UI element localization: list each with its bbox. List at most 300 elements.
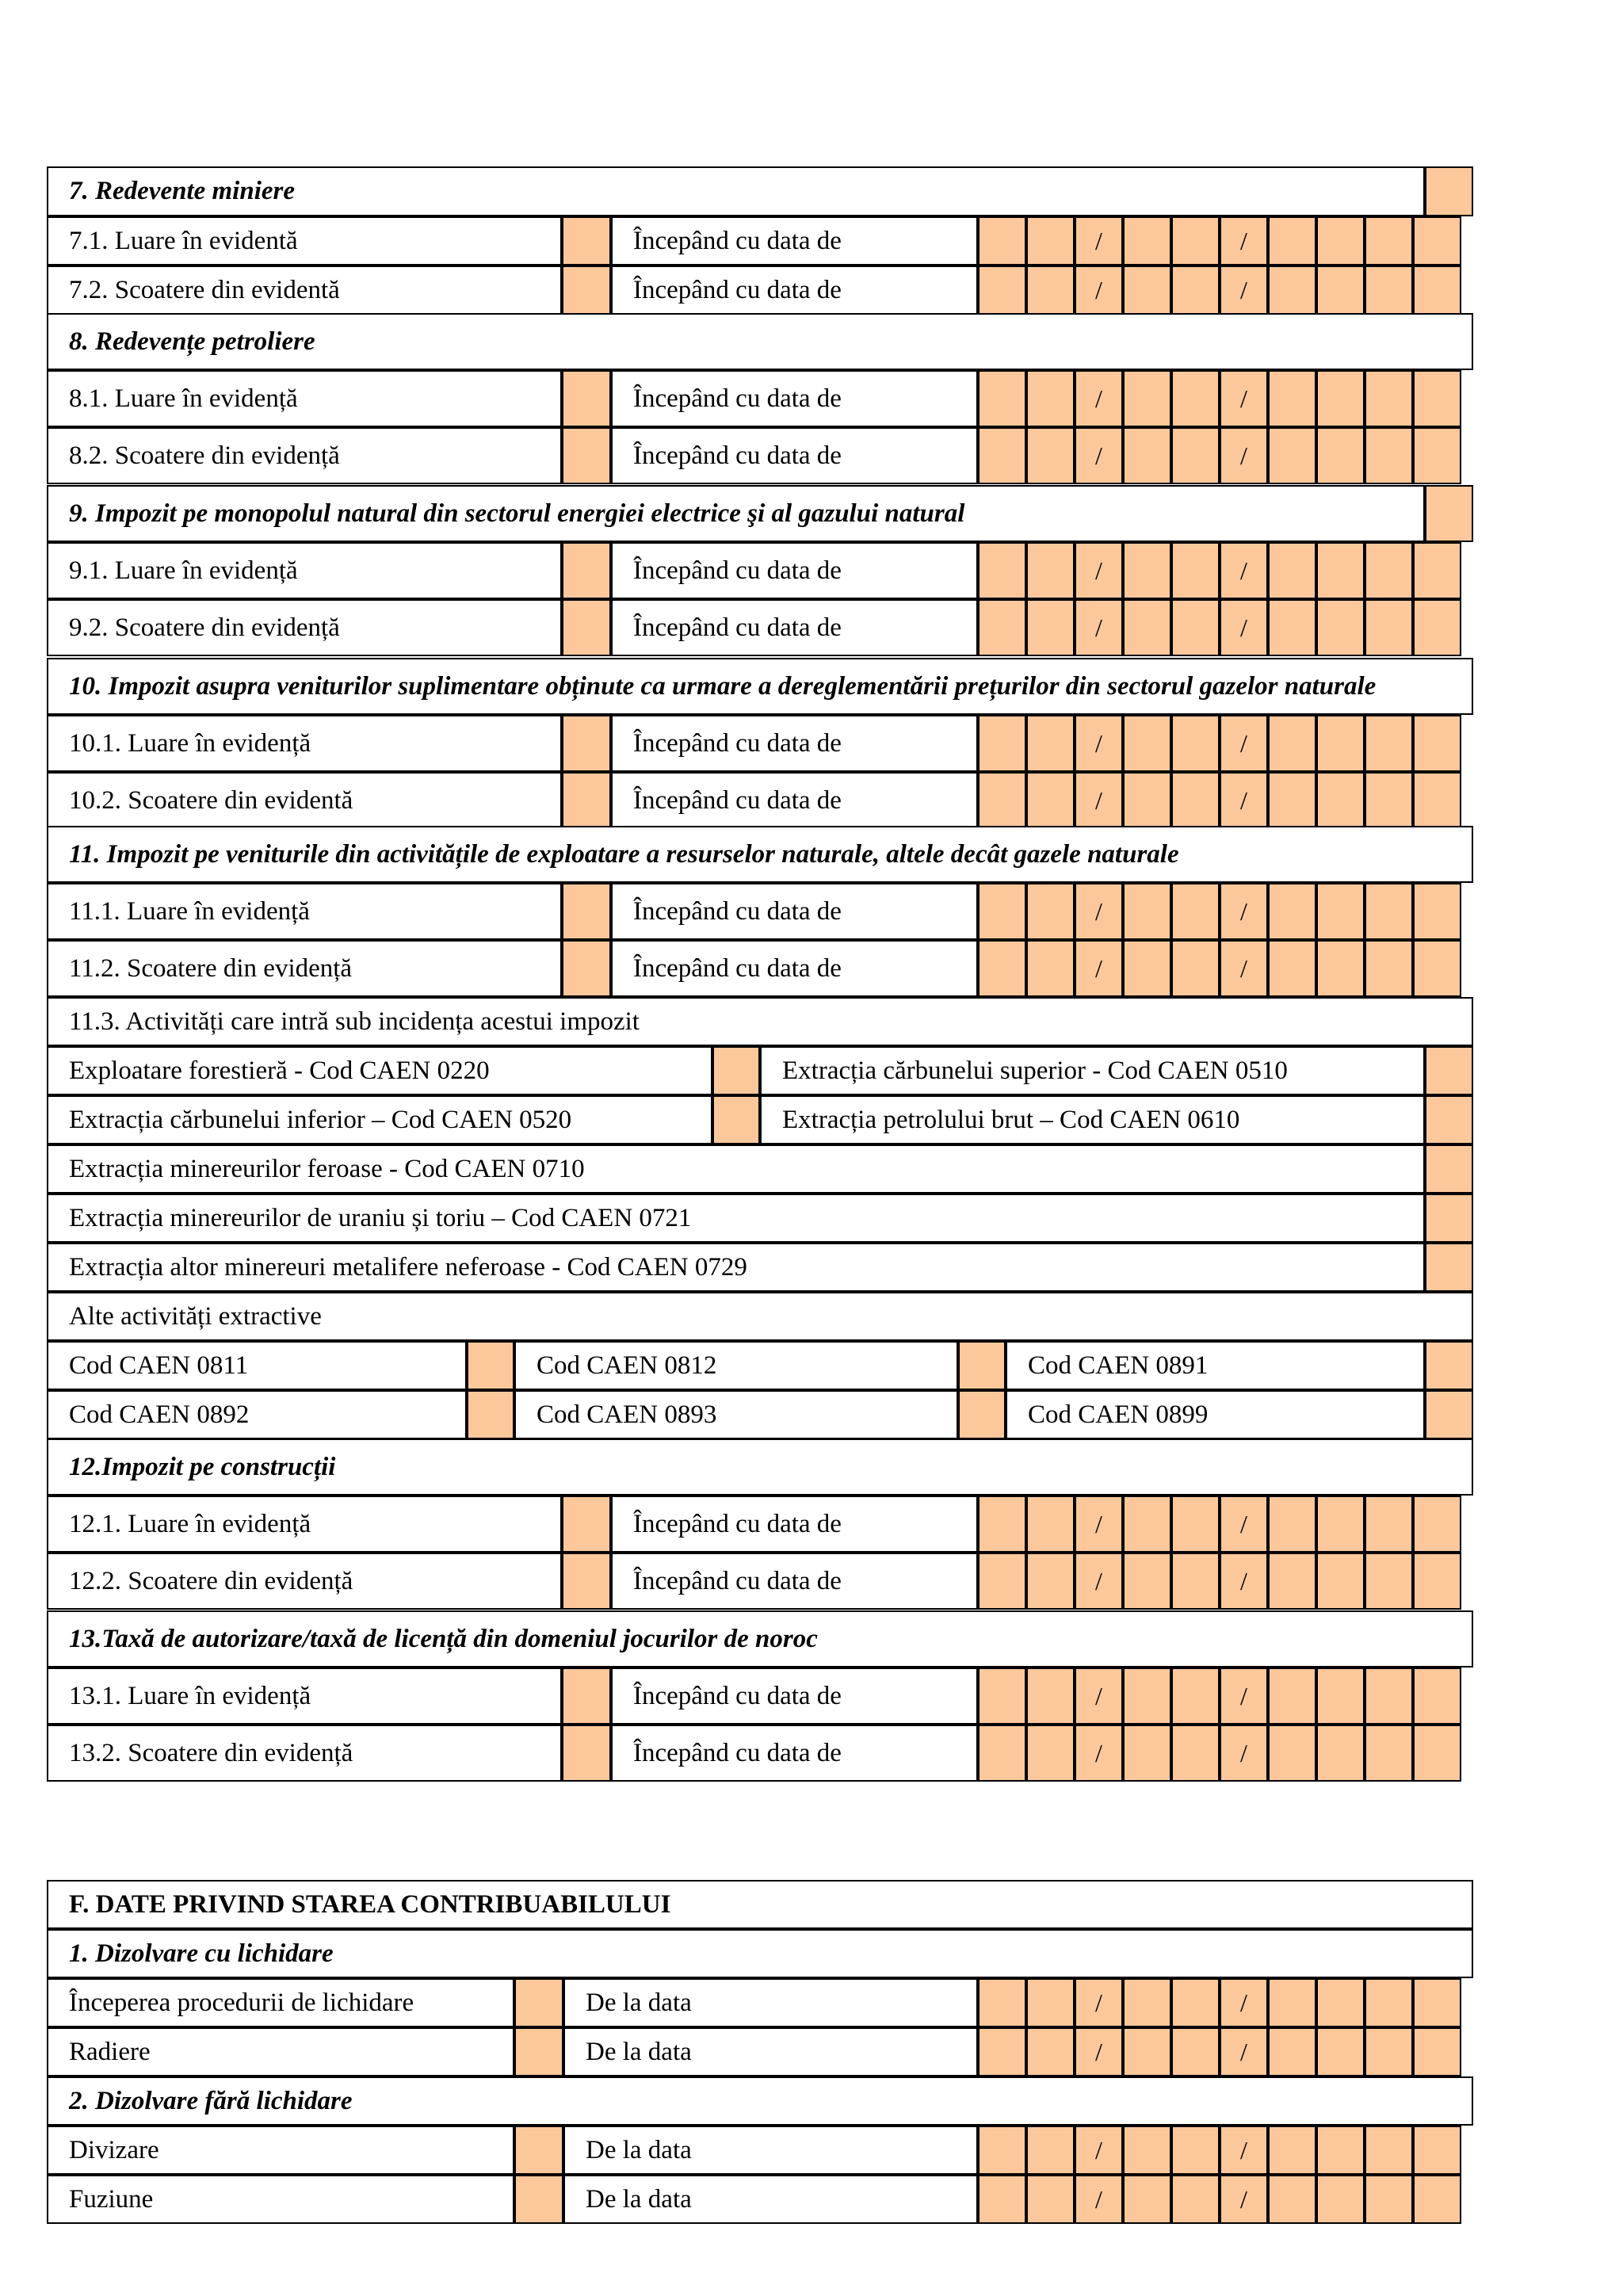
caen-code-checkbox[interactable] [1425, 1341, 1473, 1390]
row-label: 12.2. Scoatere din evidență [47, 1553, 562, 1610]
date-day-digit-box[interactable] [978, 940, 1026, 997]
date-month-digit-box[interactable] [1171, 370, 1220, 427]
date-year-digit-box[interactable] [1365, 715, 1413, 772]
date-month-digit-box[interactable] [1171, 542, 1220, 599]
date-year-digit-box[interactable] [1268, 370, 1316, 427]
activity-pair-row [48, 1046, 1474, 1095]
date-year-digit-box[interactable] [1316, 266, 1365, 315]
section-title: 9. Impozit pe monopolul natural din sectorul energiei electrice şi al gazului natural [47, 485, 1425, 542]
selection-checkbox[interactable] [562, 266, 611, 315]
date-year-digit-box[interactable] [1316, 216, 1365, 266]
date-day-digit-box[interactable] [978, 2027, 1026, 2076]
registration-row [48, 542, 1474, 599]
section-checkbox[interactable] [1425, 166, 1473, 216]
registration-row [48, 2175, 1474, 2224]
date-month-digit-box[interactable] [1123, 1725, 1171, 1782]
date-year-digit-box[interactable] [1413, 2126, 1461, 2175]
section-header [48, 313, 1474, 370]
activity-pair-row [48, 1095, 1474, 1144]
activity-label: Extracția minereurilor de uraniu și toriu – Cod CAEN 0721 [47, 1194, 1425, 1243]
date-year-digit-box[interactable] [1365, 1496, 1413, 1553]
date-year-digit-box[interactable] [1268, 1978, 1316, 2027]
date-separator: / [1075, 2175, 1123, 2224]
date-separator: / [1220, 370, 1268, 427]
date-month-digit-box[interactable] [1171, 1496, 1220, 1553]
date-year-digit-box[interactable] [1413, 1553, 1461, 1610]
row-label: 7.2. Scoatere din evidentă [47, 266, 562, 315]
date-label: Începând cu data de [611, 1496, 978, 1553]
date-year-digit-box[interactable] [1268, 940, 1316, 997]
row-label: 8.1. Luare în evidență [47, 370, 562, 427]
date-month-digit-box[interactable] [1171, 599, 1220, 656]
caen-code-checkbox[interactable] [958, 1341, 1006, 1390]
selection-checkbox[interactable] [514, 2027, 563, 2076]
row-label: 13.2. Scoatere din evidență [47, 1725, 562, 1782]
date-month-digit-box[interactable] [1171, 2027, 1220, 2076]
registration-row [48, 883, 1474, 940]
date-month-digit-box[interactable] [1171, 216, 1220, 266]
date-label: Începând cu data de [611, 940, 978, 997]
registration-row [48, 1553, 1474, 1610]
activity-row [48, 1243, 1474, 1292]
date-day-digit-box[interactable] [1026, 427, 1075, 484]
date-separator: / [1075, 427, 1123, 484]
date-separator: / [1075, 542, 1123, 599]
activity-row [48, 1194, 1474, 1243]
registration-row [48, 266, 1474, 315]
date-month-digit-box[interactable] [1171, 940, 1220, 997]
date-year-digit-box[interactable] [1316, 940, 1365, 997]
date-separator: / [1220, 715, 1268, 772]
group-title: 2. Dizolvare fără lichidare [47, 2076, 1473, 2126]
date-day-digit-box[interactable] [978, 427, 1026, 484]
date-year-digit-box[interactable] [1365, 772, 1413, 829]
date-separator: / [1220, 1553, 1268, 1610]
date-day-digit-box[interactable] [1026, 542, 1075, 599]
date-day-digit-box[interactable] [1026, 2126, 1075, 2175]
date-month-digit-box[interactable] [1171, 1668, 1220, 1725]
date-year-digit-box[interactable] [1268, 1553, 1316, 1610]
date-year-digit-box[interactable] [1316, 2027, 1365, 2076]
date-month-digit-box[interactable] [1123, 266, 1171, 315]
date-month-digit-box[interactable] [1123, 599, 1171, 656]
selection-checkbox[interactable] [562, 216, 611, 266]
date-separator: / [1220, 266, 1268, 315]
section-f-header [48, 1880, 1474, 1929]
date-separator: / [1075, 1496, 1123, 1553]
activity-checkbox[interactable] [1425, 1243, 1473, 1292]
date-month-digit-box[interactable] [1171, 715, 1220, 772]
row-label: 10.1. Luare în evidență [47, 715, 562, 772]
caen-code-label: Cod CAEN 0812 [514, 1341, 958, 1390]
date-year-digit-box[interactable] [1268, 599, 1316, 656]
date-year-digit-box[interactable] [1365, 599, 1413, 656]
section-f-group-header [48, 2076, 1474, 2126]
date-year-digit-box[interactable] [1365, 883, 1413, 940]
date-month-digit-box[interactable] [1123, 883, 1171, 940]
date-day-digit-box[interactable] [1026, 715, 1075, 772]
date-day-digit-box[interactable] [978, 2126, 1026, 2175]
caen-code-row [48, 1341, 1474, 1390]
date-day-digit-box[interactable] [1026, 1725, 1075, 1782]
date-year-digit-box[interactable] [1268, 266, 1316, 315]
selection-checkbox[interactable] [562, 1553, 611, 1610]
date-month-digit-box[interactable] [1123, 1978, 1171, 2027]
date-day-digit-box[interactable] [1026, 2175, 1075, 2224]
selection-checkbox[interactable] [562, 1496, 611, 1553]
date-year-digit-box[interactable] [1365, 1978, 1413, 2027]
date-year-digit-box[interactable] [1268, 1725, 1316, 1782]
date-label: Începând cu data de [611, 715, 978, 772]
selection-checkbox[interactable] [514, 2175, 563, 2224]
date-label: Începând cu data de [611, 1668, 978, 1725]
date-separator: / [1220, 2027, 1268, 2076]
date-day-digit-box[interactable] [978, 542, 1026, 599]
registration-row [48, 940, 1474, 997]
date-year-digit-box[interactable] [1413, 370, 1461, 427]
row-label: 10.2. Scoatere din evidentă [47, 772, 562, 829]
date-label: Începând cu data de [611, 266, 978, 315]
date-year-digit-box[interactable] [1413, 940, 1461, 997]
date-separator: / [1075, 216, 1123, 266]
date-year-digit-box[interactable] [1316, 1553, 1365, 1610]
activities-header [48, 997, 1474, 1046]
date-year-digit-box[interactable] [1365, 1553, 1413, 1610]
date-separator: / [1220, 940, 1268, 997]
date-year-digit-box[interactable] [1365, 1668, 1413, 1725]
date-separator: / [1220, 1668, 1268, 1725]
date-month-digit-box[interactable] [1171, 427, 1220, 484]
date-separator: / [1220, 216, 1268, 266]
selection-checkbox[interactable] [562, 370, 611, 427]
row-label: 7.1. Luare în evidentă [47, 216, 562, 266]
section-header [48, 658, 1474, 715]
section-title: 13.Taxă de autorizare/taxă de licență din domeniul jocurilor de noroc [47, 1610, 1473, 1668]
registration-row [48, 1725, 1474, 1782]
date-year-digit-box[interactable] [1268, 1496, 1316, 1553]
date-month-digit-box[interactable] [1171, 772, 1220, 829]
date-day-digit-box[interactable] [1026, 1496, 1075, 1553]
date-month-digit-box[interactable] [1123, 715, 1171, 772]
selection-checkbox[interactable] [562, 1668, 611, 1725]
date-year-digit-box[interactable] [1365, 2126, 1413, 2175]
selection-checkbox[interactable] [514, 1978, 563, 2027]
date-year-digit-box[interactable] [1365, 216, 1413, 266]
date-year-digit-box[interactable] [1268, 2175, 1316, 2224]
date-year-digit-box[interactable] [1268, 216, 1316, 266]
date-label: Începând cu data de [611, 1553, 978, 1610]
date-separator: / [1075, 2027, 1123, 2076]
date-month-digit-box[interactable] [1171, 2175, 1220, 2224]
date-year-digit-box[interactable] [1365, 427, 1413, 484]
date-month-digit-box[interactable] [1123, 1553, 1171, 1610]
date-year-digit-box[interactable] [1413, 2175, 1461, 2224]
caen-code-label: Cod CAEN 0892 [47, 1390, 467, 1439]
date-day-digit-box[interactable] [978, 1978, 1026, 2027]
date-month-digit-box[interactable] [1171, 266, 1220, 315]
registration-row [48, 772, 1474, 829]
date-separator: / [1220, 599, 1268, 656]
date-year-digit-box[interactable] [1413, 427, 1461, 484]
selection-checkbox[interactable] [562, 1725, 611, 1782]
date-label: Începând cu data de [611, 772, 978, 829]
date-year-digit-box[interactable] [1413, 1978, 1461, 2027]
date-year-digit-box[interactable] [1268, 715, 1316, 772]
date-year-digit-box[interactable] [1365, 2175, 1413, 2224]
caen-code-row [48, 1390, 1474, 1439]
date-year-digit-box[interactable] [1316, 1496, 1365, 1553]
date-day-digit-box[interactable] [978, 2175, 1026, 2224]
registration-row [48, 216, 1474, 266]
activity-label: Extracția altor minereuri metalifere neferoase - Cod CAEN 0729 [47, 1243, 1425, 1292]
selection-checkbox[interactable] [562, 883, 611, 940]
registration-row [48, 715, 1474, 772]
date-year-digit-box[interactable] [1316, 427, 1365, 484]
activity-row [48, 1144, 1474, 1194]
section-header [48, 166, 1474, 216]
date-separator: / [1075, 940, 1123, 997]
date-month-digit-box[interactable] [1171, 1553, 1220, 1610]
date-day-digit-box[interactable] [1026, 772, 1075, 829]
date-separator: / [1075, 1668, 1123, 1725]
date-separator: / [1220, 772, 1268, 829]
date-year-digit-box[interactable] [1413, 2027, 1461, 2076]
date-year-digit-box[interactable] [1268, 883, 1316, 940]
selection-checkbox[interactable] [562, 772, 611, 829]
selection-checkbox[interactable] [562, 427, 611, 484]
date-year-digit-box[interactable] [1413, 1725, 1461, 1782]
date-separator: / [1075, 1725, 1123, 1782]
date-year-digit-box[interactable] [1365, 266, 1413, 315]
date-month-digit-box[interactable] [1123, 2175, 1171, 2224]
date-year-digit-box[interactable] [1316, 772, 1365, 829]
date-day-digit-box[interactable] [978, 715, 1026, 772]
date-year-digit-box[interactable] [1365, 940, 1413, 997]
date-month-digit-box[interactable] [1123, 427, 1171, 484]
other-activities-header [48, 1292, 1474, 1341]
caen-code-checkbox[interactable] [1425, 1390, 1473, 1439]
section-checkbox[interactable] [1425, 485, 1473, 542]
date-month-digit-box[interactable] [1123, 370, 1171, 427]
date-day-digit-box[interactable] [1026, 266, 1075, 315]
date-day-digit-box[interactable] [978, 1553, 1026, 1610]
date-month-digit-box[interactable] [1171, 1978, 1220, 2027]
selection-checkbox[interactable] [514, 2126, 563, 2175]
row-label: 11.2. Scoatere din evidență [47, 940, 562, 997]
caen-code-label: Cod CAEN 0891 [1006, 1341, 1425, 1390]
activity-checkbox[interactable] [1425, 1194, 1473, 1243]
date-day-digit-box[interactable] [978, 599, 1026, 656]
date-label: Începând cu data de [611, 542, 978, 599]
activities-title: 11.3. Activități care intră sub incidența acestui impozit [47, 997, 1473, 1046]
row-label: 12.1. Luare în evidență [47, 1496, 562, 1553]
section-title: 7. Redevente miniere [47, 166, 1425, 216]
date-label: De la data [563, 1978, 978, 2027]
caen-code-checkbox[interactable] [467, 1341, 514, 1390]
date-separator: / [1075, 2126, 1123, 2175]
registration-row [48, 1978, 1474, 2027]
activity-checkbox[interactable] [712, 1095, 760, 1144]
date-month-digit-box[interactable] [1171, 2126, 1220, 2175]
registration-row [48, 2027, 1474, 2076]
date-day-digit-box[interactable] [978, 1725, 1026, 1782]
date-day-digit-box[interactable] [1026, 940, 1075, 997]
date-year-digit-box[interactable] [1316, 2126, 1365, 2175]
caen-code-label: Cod CAEN 0893 [514, 1390, 958, 1439]
date-year-digit-box[interactable] [1413, 599, 1461, 656]
date-separator: / [1220, 542, 1268, 599]
selection-checkbox[interactable] [562, 940, 611, 997]
date-year-digit-box[interactable] [1316, 715, 1365, 772]
caen-code-checkbox[interactable] [958, 1390, 1006, 1439]
date-label: Începând cu data de [611, 427, 978, 484]
date-day-digit-box[interactable] [978, 1496, 1026, 1553]
activity-checkbox[interactable] [1425, 1144, 1473, 1194]
row-label: Divizare [47, 2126, 514, 2175]
date-day-digit-box[interactable] [1026, 1668, 1075, 1725]
selection-checkbox[interactable] [562, 599, 611, 656]
activity-label: Extracția minereurilor feroase - Cod CAEN 0710 [47, 1144, 1425, 1194]
date-day-digit-box[interactable] [1026, 2027, 1075, 2076]
date-separator: / [1220, 2126, 1268, 2175]
section-header [48, 485, 1474, 542]
date-year-digit-box[interactable] [1316, 883, 1365, 940]
date-day-digit-box[interactable] [1026, 1978, 1075, 2027]
date-year-digit-box[interactable] [1365, 2027, 1413, 2076]
registration-row [48, 427, 1474, 484]
date-separator: / [1075, 599, 1123, 656]
date-separator: / [1220, 1496, 1268, 1553]
caen-code-label: Cod CAEN 0811 [47, 1341, 467, 1390]
date-label: Începând cu data de [611, 1725, 978, 1782]
date-year-digit-box[interactable] [1268, 427, 1316, 484]
date-label: Începând cu data de [611, 370, 978, 427]
date-separator: / [1075, 715, 1123, 772]
date-year-digit-box[interactable] [1268, 542, 1316, 599]
date-day-digit-box[interactable] [978, 370, 1026, 427]
date-separator: / [1075, 266, 1123, 315]
activity-checkbox[interactable] [1425, 1046, 1473, 1095]
date-year-digit-box[interactable] [1316, 1978, 1365, 2027]
date-label: De la data [563, 2126, 978, 2175]
registration-row [48, 370, 1474, 427]
date-year-digit-box[interactable] [1413, 883, 1461, 940]
date-day-digit-box[interactable] [978, 883, 1026, 940]
date-month-digit-box[interactable] [1123, 772, 1171, 829]
date-month-digit-box[interactable] [1123, 542, 1171, 599]
date-separator: / [1220, 1978, 1268, 2027]
date-separator: / [1075, 1978, 1123, 2027]
activity-label: Extracția petrolului brut – Cod CAEN 0610 [760, 1095, 1425, 1144]
date-label: De la data [563, 2027, 978, 2076]
other-activities-title: Alte activități extractive [47, 1292, 1473, 1341]
date-day-digit-box[interactable] [1026, 370, 1075, 427]
row-label: Radiere [47, 2027, 514, 2076]
date-year-digit-box[interactable] [1268, 772, 1316, 829]
date-day-digit-box[interactable] [1026, 599, 1075, 656]
section-title: 10. Impozit asupra veniturilor suplimentare obținute ca urmare a dereglementării prețurilor din sectorul gazelor naturale [47, 658, 1473, 715]
row-label: 13.1. Luare în evidență [47, 1668, 562, 1725]
activity-label: Exploatare forestieră - Cod CAEN 0220 [47, 1046, 712, 1095]
date-month-digit-box[interactable] [1123, 2126, 1171, 2175]
date-day-digit-box[interactable] [978, 216, 1026, 266]
date-year-digit-box[interactable] [1316, 2175, 1365, 2224]
date-month-digit-box[interactable] [1123, 940, 1171, 997]
date-label: Începând cu data de [611, 599, 978, 656]
date-separator: / [1220, 883, 1268, 940]
date-year-digit-box[interactable] [1365, 1725, 1413, 1782]
date-day-digit-box[interactable] [1026, 1553, 1075, 1610]
date-month-digit-box[interactable] [1123, 216, 1171, 266]
group-title: 1. Dizolvare cu lichidare [47, 1929, 1473, 1978]
section-header [48, 1610, 1474, 1668]
date-year-digit-box[interactable] [1413, 266, 1461, 315]
caen-code-checkbox[interactable] [467, 1390, 514, 1439]
date-year-digit-box[interactable] [1413, 772, 1461, 829]
date-day-digit-box[interactable] [1026, 883, 1075, 940]
row-label: 11.1. Luare în evidență [47, 883, 562, 940]
date-year-digit-box[interactable] [1316, 1668, 1365, 1725]
activity-checkbox[interactable] [712, 1046, 760, 1095]
date-month-digit-box[interactable] [1171, 883, 1220, 940]
date-year-digit-box[interactable] [1268, 1668, 1316, 1725]
date-day-digit-box[interactable] [1026, 216, 1075, 266]
date-year-digit-box[interactable] [1413, 1496, 1461, 1553]
date-year-digit-box[interactable] [1268, 2027, 1316, 2076]
registration-row [48, 599, 1474, 656]
date-year-digit-box[interactable] [1413, 542, 1461, 599]
date-year-digit-box[interactable] [1316, 1725, 1365, 1782]
date-label: De la data [563, 2175, 978, 2224]
activity-checkbox[interactable] [1425, 1095, 1473, 1144]
date-month-digit-box[interactable] [1123, 1496, 1171, 1553]
date-label: Începând cu data de [611, 216, 978, 266]
date-day-digit-box[interactable] [978, 266, 1026, 315]
section-title: 11. Impozit pe veniturile din activitățile de exploatare a resurselor naturale, altele decât gazele naturale [47, 826, 1473, 883]
date-year-digit-box[interactable] [1365, 542, 1413, 599]
registration-row [48, 2126, 1474, 2175]
date-month-digit-box[interactable] [1123, 2027, 1171, 2076]
date-year-digit-box[interactable] [1316, 542, 1365, 599]
date-year-digit-box[interactable] [1413, 1668, 1461, 1725]
row-label: Fuziune [47, 2175, 514, 2224]
selection-checkbox[interactable] [562, 715, 611, 772]
date-month-digit-box[interactable] [1123, 1668, 1171, 1725]
date-year-digit-box[interactable] [1316, 599, 1365, 656]
date-day-digit-box[interactable] [978, 772, 1026, 829]
registration-row [48, 1496, 1474, 1553]
section-f-title: F. DATE PRIVIND STAREA CONTRIBUABILULUI [47, 1880, 1473, 1929]
date-year-digit-box[interactable] [1365, 370, 1413, 427]
date-year-digit-box[interactable] [1316, 370, 1365, 427]
activity-label: Extracția cărbunelui superior - Cod CAEN 0510 [760, 1046, 1425, 1095]
selection-checkbox[interactable] [562, 542, 611, 599]
row-label: 9.2. Scoatere din evidență [47, 599, 562, 656]
date-separator: / [1075, 772, 1123, 829]
date-month-digit-box[interactable] [1171, 1725, 1220, 1782]
date-separator: / [1220, 427, 1268, 484]
date-separator: / [1075, 883, 1123, 940]
row-label: Începerea procedurii de lichidare [47, 1978, 514, 2027]
date-year-digit-box[interactable] [1413, 715, 1461, 772]
date-label: Începând cu data de [611, 883, 978, 940]
section-header [48, 1438, 1474, 1496]
date-separator: / [1075, 370, 1123, 427]
date-year-digit-box[interactable] [1268, 2126, 1316, 2175]
section-f-group-header [48, 1929, 1474, 1978]
date-day-digit-box[interactable] [978, 1668, 1026, 1725]
date-year-digit-box[interactable] [1413, 216, 1461, 266]
